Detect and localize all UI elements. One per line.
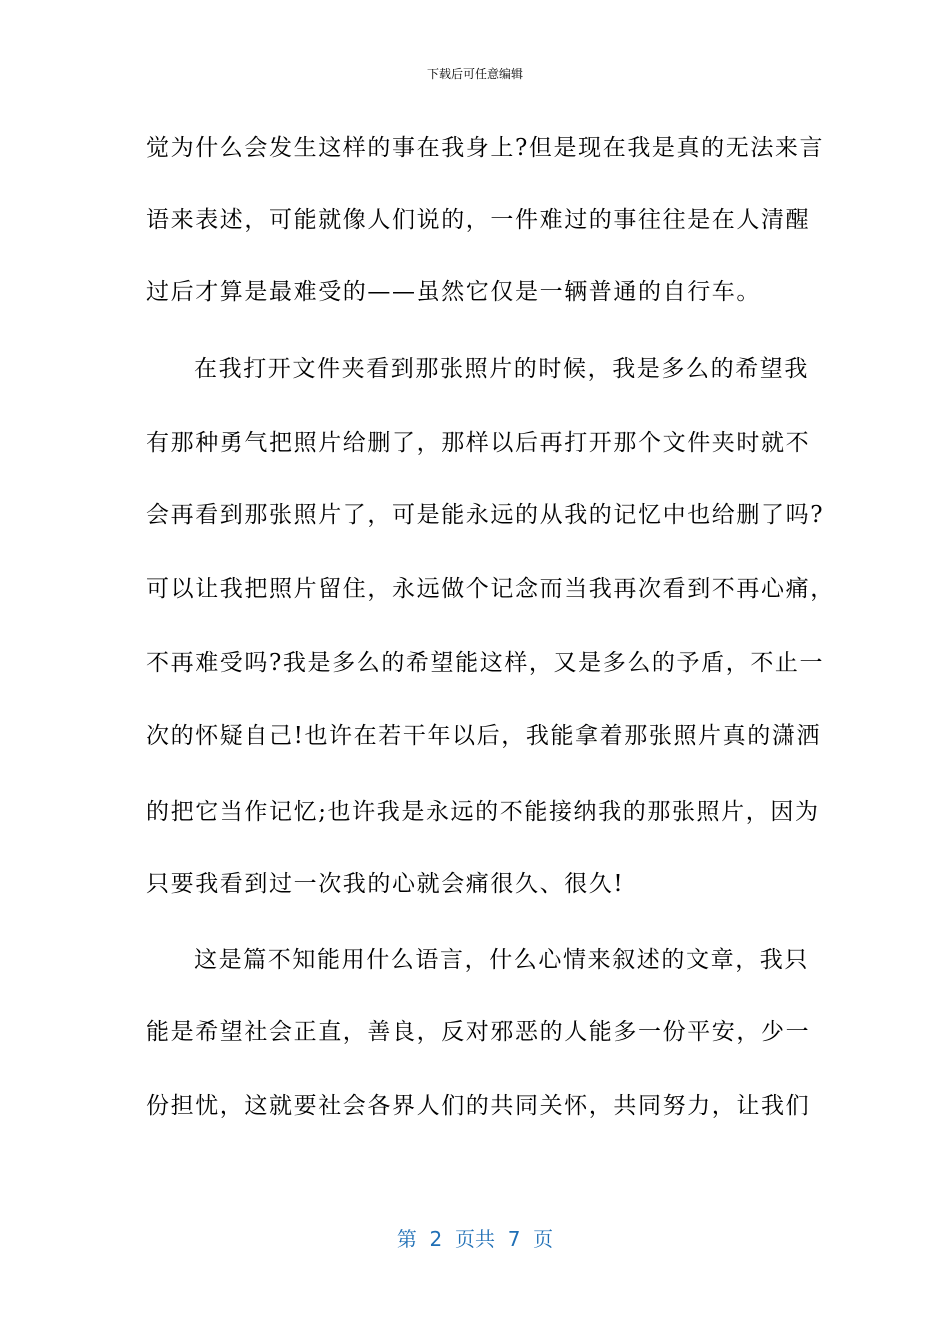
paragraph-first-line: 在我打开文件夹看到那张照片的时候，我是多么的希望我 xyxy=(194,356,809,382)
text-line: 份担忧，这就要社会各界人们的共同关怀，共同努力，让我们 xyxy=(146,1093,811,1119)
paragraph-first-line: 这是篇不知能用什么语言，什么心情来叙述的文章，我只 xyxy=(194,947,809,973)
page-header: 下载后可任意编辑 xyxy=(426,67,523,81)
text-line: 会再看到那张照片了，可是能永远的从我的记忆中也给删了吗? xyxy=(146,502,825,528)
text-line: 只要我看到过一次我的心就会痛很久、很久! xyxy=(146,871,625,897)
text-line: 的把它当作记忆;也许我是永远的不能接纳我的那张照片，因为 xyxy=(146,799,820,825)
text-line: 语来表述，可能就像人们说的，一件难过的事往往是在人清醒 xyxy=(146,207,811,233)
text-line: 过后才算是最难受的——虽然它仅是一辆普通的自行车。 xyxy=(146,279,761,305)
text-line: 次的怀疑自己!也许在若干年以后，我能拿着那张照片真的潇洒 xyxy=(146,723,822,749)
text-line: 可以让我把照片留住，永远做个记念而当我再次看到不再心痛， xyxy=(146,576,835,602)
text-line: 能是希望社会正直，善良，反对邪恶的人能多一份平安，少一 xyxy=(146,1019,811,1045)
text-line: 不再难受吗?我是多么的希望能这样，又是多么的予盾，不止一 xyxy=(146,650,825,676)
text-line: 有那种勇气把照片给删了，那样以后再打开那个文件夹时就不 xyxy=(146,430,811,456)
page-number-footer: 第 2 页共 7 页 xyxy=(396,1227,554,1251)
text-line: 觉为什么会发生这样的事在我身上?但是现在我是真的无法来言 xyxy=(146,135,825,161)
